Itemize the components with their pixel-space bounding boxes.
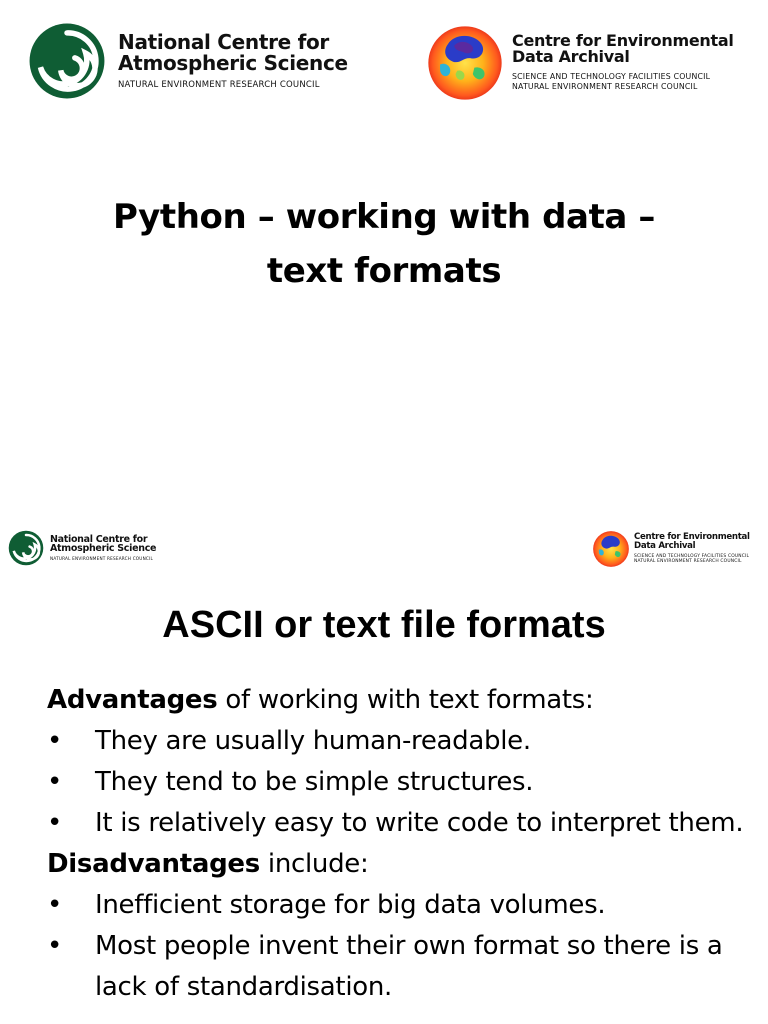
ceda-logo: [426, 24, 734, 102]
title-line-1: Python – working with data –: [112, 197, 656, 237]
ncas-name-line1: National Centre for: [50, 533, 148, 545]
list-item: [47, 926, 747, 1008]
list-item: [47, 721, 747, 762]
advantages-heading: [47, 680, 747, 721]
ceda-council-line1: SCIENCE AND TECHNOLOGY FACILITIES COUNCIL: [634, 553, 750, 559]
ceda-name-line2: Data Archival: [634, 540, 696, 551]
list-item: [47, 762, 747, 803]
advantage-item: It is relatively easy to write code to interpret them.: [95, 808, 744, 838]
ceda-globe-icon: [426, 24, 504, 102]
bullet-icon: •: [47, 931, 63, 961]
advantage-item: They are usually human-readable.: [95, 726, 531, 756]
bullet-icon: •: [47, 890, 63, 920]
ncas-swirl-icon: [28, 22, 106, 100]
content-slide: [0, 512, 768, 1024]
ceda-name-line1: Centre for Environmental: [512, 31, 734, 51]
list-item: [47, 885, 747, 926]
disadvantages-heading-bold: Disadvantages: [47, 849, 260, 879]
bullet-icon: •: [47, 767, 63, 797]
ceda-name-line1: Centre for Environmental: [634, 532, 750, 543]
advantages-heading-bold: Advantages: [47, 685, 218, 715]
ncas-council: NATURAL ENVIRONMENT RESEARCH COUNCIL: [50, 556, 153, 562]
list-item: [47, 803, 747, 844]
ceda-logo-small: [592, 530, 750, 568]
ncas-council: NATURAL ENVIRONMENT RESEARCH COUNCIL: [118, 80, 320, 91]
ceda-name-line2: Data Archival: [512, 47, 630, 67]
disadvantage-item: Most people invent their own format so there is a lack of standardisation.: [95, 931, 723, 1002]
bullet-icon: •: [47, 726, 63, 756]
disadvantage-item: Inefficient storage for big data volumes.: [95, 890, 606, 920]
ncas-name-line2: Atmospheric Science: [118, 50, 348, 75]
slide-title: ASCII or text file formats: [162, 604, 606, 646]
ceda-globe-icon: [592, 530, 630, 568]
advantage-item: They tend to be simple structures.: [95, 767, 534, 797]
advantages-heading-rest: of working with text formats:: [217, 685, 594, 715]
ceda-council-line1: SCIENCE AND TECHNOLOGY FACILITIES COUNCIL: [512, 71, 711, 81]
ncas-name-line2: Atmospheric Science: [50, 543, 157, 555]
disadvantages-heading: [47, 844, 747, 885]
disadvantages-heading-rest: include:: [259, 849, 369, 879]
ncas-logo: [28, 22, 348, 100]
slide-title: [0, 190, 768, 298]
ceda-council-line2: NATURAL ENVIRONMENT RESEARCH COUNCIL: [634, 559, 742, 565]
bullet-icon: •: [47, 808, 63, 838]
title-line-2: text formats: [266, 251, 502, 291]
ncas-name-line1: National Centre for: [118, 30, 329, 55]
slide-body: [47, 680, 747, 1008]
ceda-council-line2: NATURAL ENVIRONMENT RESEARCH COUNCIL: [512, 82, 698, 92]
ncas-logo-small: [8, 530, 156, 566]
ncas-swirl-icon: [8, 530, 44, 566]
